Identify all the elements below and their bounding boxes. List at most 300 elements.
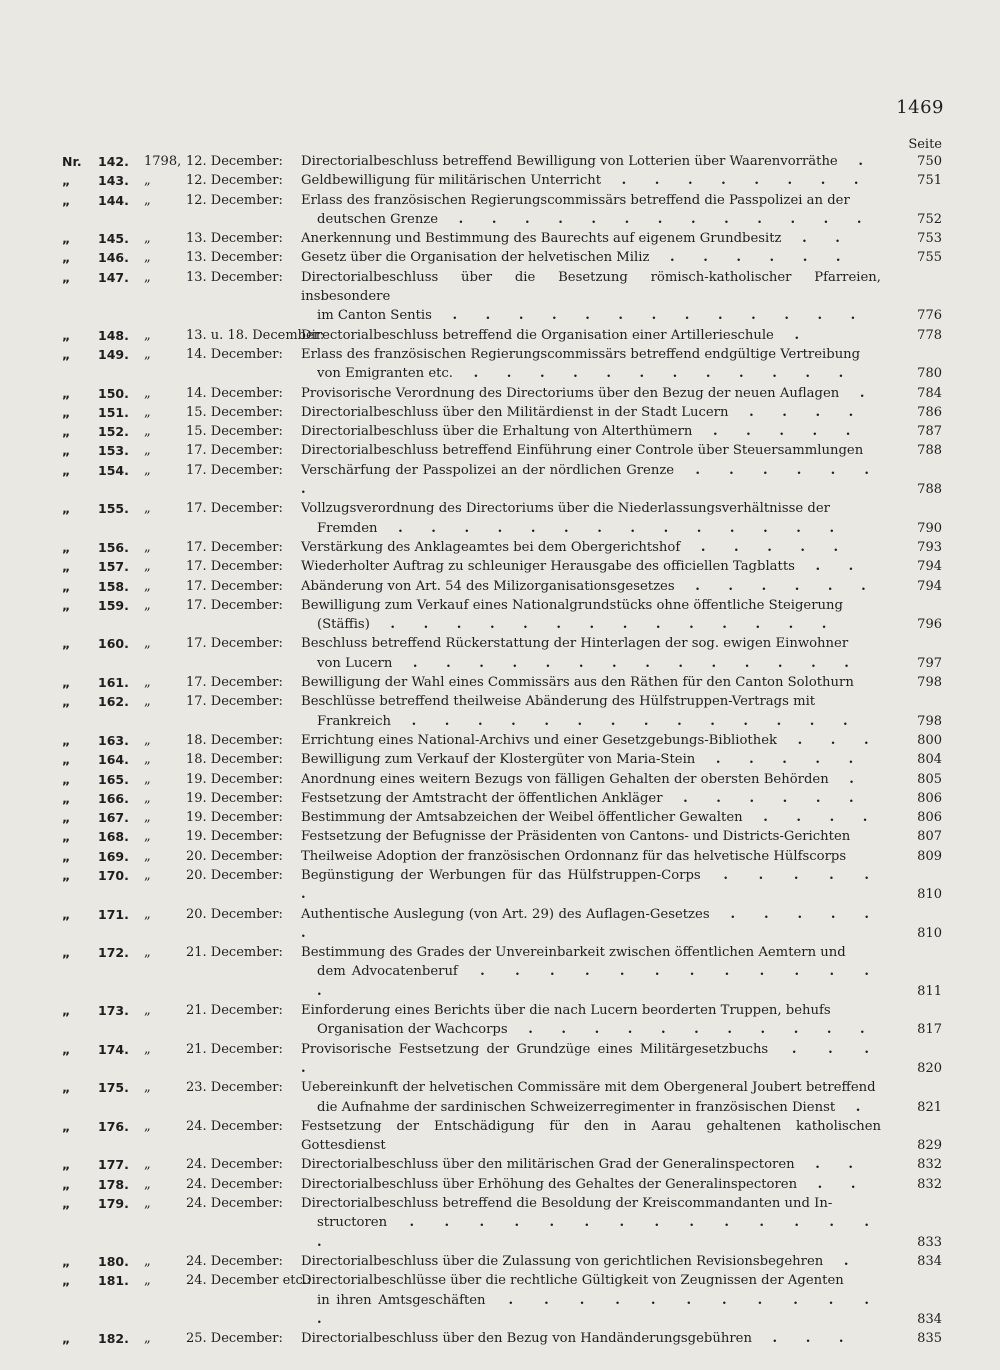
entry-date: 15. December: [186, 424, 283, 440]
entry-year: „ [144, 1118, 151, 1134]
entry-number: 169. [98, 848, 129, 864]
entry-number: 147. [98, 269, 129, 285]
leader-dots: . . . . [746, 810, 880, 826]
leader-dots: . [777, 327, 812, 343]
entry-text-block [301, 345, 881, 384]
entry-date: 12. December: [186, 154, 283, 169]
entry-continuation-text: die Aufnahme der sardinischen Schweizerregimenter in französischen Dienst [317, 1099, 836, 1115]
entry-page: 811 [917, 983, 942, 999]
entry-date: 23. December: [186, 1080, 283, 1096]
toc-entry [0, 1117, 1000, 1156]
page-number: 1469 [896, 97, 944, 118]
entry-date: 17. December: [186, 462, 283, 478]
leader-dots [846, 849, 850, 864]
entry-prefix: „ [62, 790, 71, 806]
entry-prefix: „ [62, 1003, 71, 1019]
leader-dots: . . [785, 231, 852, 247]
entry-year: „ [144, 732, 151, 748]
entry-year: „ [144, 1253, 151, 1269]
entry-number: 165. [98, 771, 129, 787]
entry-year: „ [144, 675, 151, 691]
entry-year: „ [144, 810, 151, 826]
entry-year: „ [144, 1331, 151, 1347]
toc-entry [0, 847, 1000, 866]
entry-number: 142. [98, 154, 129, 169]
entry-title: Erlass des französischen Regierungscommissärs betreffend die Passpolizei an der [301, 192, 850, 208]
entry-title: Verschärfung der Passpolizei an der nördlichen Grenze [301, 462, 675, 478]
entry-page: 806 [917, 810, 942, 826]
entry-year: „ [144, 1196, 151, 1212]
entry-continuation [301, 210, 881, 229]
entry-page: 806 [917, 790, 942, 806]
entry-number: 151. [98, 404, 129, 420]
entry-date: 21. December: [186, 1041, 283, 1057]
entry-text-block [301, 596, 881, 635]
entry-year: „ [144, 636, 151, 652]
entry-title: Directorialbeschluss betreffend Bewilligung von Lotterien über Waarenvorräthe [301, 154, 838, 169]
entry-prefix: „ [62, 404, 71, 420]
entry-prefix: „ [62, 732, 71, 748]
leader-dots: . . . [781, 732, 881, 748]
entry-year: „ [144, 1157, 151, 1173]
leader-dots: . [843, 385, 877, 401]
entry-date: 14. December: [186, 385, 283, 401]
entry-date: 21. December: [186, 945, 283, 961]
entry-title: Begünstigung der Werbungen für das Hülfstruppen-Corps [301, 867, 701, 883]
toc-entry [0, 1155, 1000, 1174]
entry-year: „ [144, 501, 151, 517]
entry-number: 175. [98, 1080, 129, 1096]
entry-page: 832 [917, 1176, 942, 1192]
toc-entry [0, 403, 1000, 422]
entry-text-block [301, 577, 881, 596]
entry-page: 780 [917, 366, 942, 382]
leader-dots: . . . . . [696, 424, 863, 440]
toc-entry [0, 1271, 1000, 1329]
entry-year: „ [144, 906, 151, 922]
entry-title: Festsetzung der Befugnisse der Präsidenten von Cantons- und Districts-Gerichten [301, 829, 851, 845]
entry-year: „ [144, 539, 151, 555]
entry-year: „ [144, 173, 151, 189]
entry-continuation [301, 654, 881, 673]
entry-continuation [301, 1098, 881, 1117]
toc-entry [0, 577, 1000, 596]
entry-title: Bewilligung zum Verkauf der Klostergüter von Maria-Stein [301, 752, 696, 768]
leader-dots: . . . . . . [666, 790, 866, 806]
entry-year: „ [144, 945, 151, 961]
entry-title: Gesetz über die Organisation der helvetischen Miliz [301, 250, 650, 266]
entry-prefix: „ [62, 1273, 71, 1289]
entry-number: 145. [98, 231, 129, 247]
entry-title: Directorialbeschlüsse über die rechtliche Gültigkeit von Zeugnissen der Agenten [301, 1273, 844, 1289]
toc-entry [0, 191, 1000, 230]
entry-prefix: „ [62, 578, 71, 594]
entry-page: 784 [917, 385, 942, 401]
entry-text-block [301, 1329, 881, 1348]
leader-dots: . . . . . . . . . . . . . [442, 211, 874, 227]
entry-page: 809 [917, 848, 942, 864]
entry-title: Verstärkung des Anklageamtes bei dem Obergerichtshof [301, 539, 681, 555]
entry-page: 755 [917, 250, 942, 266]
toc-entry [0, 943, 1000, 1001]
entry-title: Abänderung von Art. 54 des Milizorganisationsgesetzes [301, 578, 675, 594]
entry-date: 24. December: [186, 1196, 283, 1212]
entry-title: Directorialbeschluss betreffend Einführung einer Controle über Steuersammlungen [301, 443, 864, 459]
leader-dots: . . . . . . . . . . . . [457, 366, 856, 382]
toc-entry [0, 461, 1000, 500]
table-of-contents [0, 152, 1000, 1348]
entry-date: 17. December: [186, 694, 283, 710]
entry-text-block [301, 943, 881, 1001]
entry-continuation [301, 306, 881, 325]
entry-number: 155. [98, 501, 129, 517]
entry-prefix: „ [62, 1157, 71, 1173]
entry-date: 19. December: [186, 771, 283, 787]
entry-text-block [301, 634, 881, 673]
entry-prefix: „ [62, 462, 71, 478]
entry-title: Bewilligung zum Verkauf eines Nationalgrundstücks ohne öffentliche Steigerung [301, 597, 843, 613]
toc-entry [0, 827, 1000, 846]
toc-entry [0, 692, 1000, 731]
entry-continuation [301, 1020, 881, 1039]
entry-page: 752 [917, 211, 942, 227]
entry-year: „ [144, 1176, 151, 1192]
entry-date: 20. December: [186, 906, 283, 922]
entry-text-block [301, 191, 881, 230]
entry-page: 820 [917, 1060, 942, 1076]
entry-prefix: „ [62, 424, 71, 440]
entry-prefix: „ [62, 539, 71, 555]
entry-number: 152. [98, 424, 129, 440]
entry-title: Directorialbeschluss über den Bezug von Handänderungsgebühren [301, 1331, 752, 1347]
entry-year: „ [144, 752, 151, 768]
entry-prefix: „ [62, 1196, 71, 1212]
toc-entry [0, 557, 1000, 576]
entry-title: Vollzugsverordnung des Directoriums über die Niederlassungsverhältnisse der [301, 501, 830, 517]
entry-page: 787 [917, 424, 942, 440]
entry-number: 157. [98, 559, 129, 575]
entry-page: 800 [917, 732, 942, 748]
entry-prefix: „ [62, 771, 71, 787]
entry-year: „ [144, 597, 151, 613]
entry-prefix: „ [62, 597, 71, 613]
entry-date: 17. December: [186, 559, 283, 575]
entry-year: „ [144, 867, 151, 883]
entry-date: 17. December: [186, 597, 283, 613]
entry-date: 17. December: [186, 636, 283, 652]
entry-title: Directorialbeschluss über die Besetzung römisch-katholischer Pfarreien, insbesondere [301, 269, 881, 305]
entry-number: 171. [98, 906, 129, 922]
entry-number: 153. [98, 443, 129, 459]
entry-prefix: „ [62, 231, 71, 247]
toc-entry [0, 229, 1000, 248]
entry-prefix: „ [62, 559, 71, 575]
entry-date: 20. December: [186, 848, 283, 864]
seite-label: Seite [908, 137, 942, 152]
entry-continuation-text: dem Advocatenberuf [317, 964, 458, 980]
toc-entry [0, 789, 1000, 808]
toc-entry [0, 171, 1000, 190]
entry-year: „ [144, 1273, 151, 1289]
entry-page: 805 [917, 771, 942, 787]
entry-prefix: „ [62, 848, 71, 864]
entry-title: Beschlüsse betreffend theilweise Abänderung des Hülfstruppen-Vertrags mit [301, 694, 816, 710]
entry-date: 17. December: [186, 443, 283, 459]
entry-text-block [301, 770, 881, 789]
entry-page: 788 [917, 443, 942, 459]
entry-title: Directorialbeschluss über die Erhaltung von Alterthümern [301, 424, 693, 440]
entry-year: „ [144, 346, 151, 362]
entry-number: 182. [98, 1331, 129, 1347]
entry-text-block [301, 847, 881, 866]
entry-year: „ [144, 269, 151, 285]
entry-text-block [301, 808, 881, 827]
entry-prefix: „ [62, 694, 71, 710]
toc-entry [0, 1040, 1000, 1079]
entry-number: 176. [98, 1118, 129, 1134]
leader-dots: . . . . . . [301, 906, 881, 941]
entry-number: 163. [98, 732, 129, 748]
entry-title: Einforderung eines Berichts über die nach Lucern beorderten Truppen, behufs [301, 1003, 831, 1019]
entry-continuation [301, 962, 881, 1001]
entry-prefix: „ [62, 346, 71, 362]
leader-dots: . . . . . . [653, 250, 853, 266]
entry-text-block [301, 441, 881, 460]
leader-dots: . . . . . . . . . . . . [317, 1292, 881, 1327]
entry-continuation [301, 615, 881, 634]
leader-dots: . . . . . . . . . . . . . [435, 308, 868, 324]
entry-date: 12. December: [186, 192, 283, 208]
entry-prefix: „ [62, 269, 71, 285]
entry-number: 181. [98, 1273, 129, 1289]
leader-dots: . . . . . . . . . . . . . . [396, 655, 861, 671]
entry-title: Bestimmung des Grades der Unvereinbarkeit zwischen öffentlichen Aemtern und [301, 945, 846, 961]
entry-text-block [301, 538, 881, 557]
entry-text-block [301, 171, 881, 190]
entry-date: 17. December: [186, 539, 283, 555]
entry-number: 144. [98, 192, 129, 208]
leader-dots: . . [801, 1176, 868, 1192]
entry-date: 25. December: [186, 1331, 283, 1347]
entry-title: Directorialbeschluss betreffend die Organisation einer Artillerieschule [301, 327, 774, 343]
leader-dots: . [841, 154, 875, 169]
entry-number: 158. [98, 578, 129, 594]
entry-date: 17. December: [186, 578, 283, 594]
entry-title: Authentische Auslegung (von Art. 29) des Auflagen-Gesetzes [301, 906, 710, 922]
toc-entry [0, 152, 1000, 171]
entry-title: Directorialbeschluss über Erhöhung des Gehaltes der Generalinspectoren [301, 1176, 798, 1192]
leader-dots: . . . [755, 1331, 856, 1347]
entry-text-block [301, 403, 881, 422]
toc-entry [0, 905, 1000, 944]
entry-title: Anerkennung und Bestimmung des Baurechts auf eigenem Grundbesitz [301, 231, 782, 247]
entry-page: 817 [917, 1022, 942, 1038]
leader-dots: . [839, 1099, 873, 1115]
entry-page: 798 [917, 713, 942, 729]
entry-page: 833 [917, 1234, 942, 1250]
entry-title: Bestimmung der Amtsabzeichen der Weibel öffentlicher Gewalten [301, 810, 743, 826]
entry-year: „ [144, 404, 151, 420]
entry-text-block [301, 1252, 881, 1271]
entry-page: 793 [917, 539, 942, 555]
entry-number: 162. [98, 694, 129, 710]
entry-date: 12. December: [186, 173, 283, 189]
leader-dots [850, 829, 854, 844]
entry-title: Festsetzung der Amtstracht der öffentlichen Ankläger [301, 790, 663, 806]
entry-prefix: „ [62, 327, 71, 343]
entry-text-block [301, 384, 881, 403]
toc-entry [0, 731, 1000, 750]
entry-continuation [301, 364, 881, 383]
entry-prefix: „ [62, 501, 71, 517]
entry-continuation-text: deutschen Grenze [317, 211, 439, 227]
entry-number: 168. [98, 829, 129, 845]
entry-page: 834 [917, 1311, 942, 1327]
entry-text-block [301, 461, 881, 500]
entry-date: 13. December: [186, 231, 283, 247]
leader-dots: . [827, 1253, 861, 1269]
entry-number: 174. [98, 1041, 129, 1057]
entry-number: 178. [98, 1176, 129, 1192]
entry-prefix: „ [62, 1080, 71, 1096]
entry-page: 834 [917, 1253, 942, 1269]
entry-title: Bewilligung der Wahl eines Commissärs aus den Räthen für den Canton Solothurn [301, 675, 854, 691]
entry-year: „ [144, 443, 151, 459]
entry-date: 18. December: [186, 732, 283, 748]
entry-continuation [301, 1291, 881, 1330]
toc-entry [0, 422, 1000, 441]
entry-page: 796 [917, 617, 942, 633]
entry-date: 24. December: [186, 1118, 283, 1134]
entry-year: 1798, [144, 154, 182, 169]
entry-date: 14. December: [186, 346, 283, 362]
leader-dots: . . . . . [684, 539, 851, 555]
entry-number: 167. [98, 810, 129, 826]
entry-text-block [301, 152, 881, 171]
entry-prefix: „ [62, 1118, 71, 1134]
entry-year: „ [144, 1003, 151, 1019]
leader-dots: . [832, 771, 866, 787]
entry-continuation [301, 519, 881, 538]
entry-prefix: „ [62, 1331, 71, 1347]
entry-date: 13. December: [186, 250, 283, 266]
entry-number: 160. [98, 636, 129, 652]
entry-continuation-text: Fremden [317, 520, 378, 536]
toc-entry [0, 248, 1000, 267]
toc-entry [0, 634, 1000, 673]
entry-number: 148. [98, 327, 129, 343]
entry-title: Directorialbeschluss über den Militärdienst in der Stadt Lucern [301, 404, 729, 420]
toc-entry [0, 538, 1000, 557]
entry-date: 24. December etc.: [186, 1273, 312, 1289]
entry-year: „ [144, 1041, 151, 1057]
entry-page: 776 [917, 308, 942, 324]
entry-prefix: „ [62, 636, 71, 652]
entry-date: 19. December: [186, 829, 283, 845]
entry-prefix: „ [62, 192, 71, 208]
entry-date: 15. December: [186, 404, 283, 420]
entry-text-block [301, 1001, 881, 1040]
entry-page: 778 [917, 327, 942, 343]
entry-prefix: „ [62, 443, 71, 459]
entry-year: „ [144, 829, 151, 845]
entry-prefix: Nr. [62, 154, 82, 169]
entry-page: 810 [917, 887, 942, 903]
entry-text-block [301, 557, 881, 576]
entry-title: Festsetzung der Entschädigung für den in Aarau gehaltenen katholischen Gottesdienst [301, 1118, 881, 1154]
entry-date: 24. December: [186, 1176, 283, 1192]
entry-date: 24. December: [186, 1253, 283, 1269]
entry-number: 149. [98, 346, 129, 362]
entry-page: 751 [917, 173, 942, 189]
toc-entry [0, 770, 1000, 789]
leader-dots: . . . . . . . . . . . . . [317, 964, 881, 999]
entry-text-block [301, 1155, 881, 1174]
entry-date: 24. December: [186, 1157, 283, 1173]
entry-continuation-text: in ihren Amtsgeschäften [317, 1292, 486, 1308]
entry-prefix: „ [62, 675, 71, 691]
entry-text-block [301, 750, 881, 769]
entry-text-block [301, 692, 881, 731]
entry-page: 832 [917, 1157, 942, 1173]
entry-page: 804 [917, 752, 942, 768]
entry-number: 154. [98, 462, 129, 478]
leader-dots: . . . . . [699, 752, 866, 768]
entry-page: 835 [917, 1331, 942, 1347]
entry-page: 829 [917, 1138, 942, 1154]
entry-title: Directorialbeschluss über die Zulassung von gerichtlichen Revisionsbegehren [301, 1253, 824, 1269]
entry-text-block [301, 905, 881, 944]
entry-number: 143. [98, 173, 129, 189]
entry-title: Wiederholter Auftrag zu schleuniger Herausgabe des officiellen Tagblatts [301, 559, 795, 575]
entry-title: Errichtung eines National-Archivs und einer Gesetzgebungs-Bibliothek [301, 732, 777, 748]
entry-text-block [301, 1117, 881, 1156]
entry-text-block [301, 789, 881, 808]
entry-title: Provisorische Festsetzung der Grundzüge eines Militärgesetzbuchs [301, 1041, 769, 1057]
toc-entry [0, 441, 1000, 460]
entry-page: 797 [917, 655, 942, 671]
entry-page: 753 [917, 231, 942, 247]
entry-text-block [301, 1194, 881, 1252]
entry-prefix: „ [62, 1176, 71, 1192]
entry-year: „ [144, 192, 151, 208]
entry-continuation-text: Organisation der Wachcorps [317, 1022, 508, 1038]
entry-page: 750 [917, 154, 942, 169]
leader-dots: . . . . . . . . [605, 173, 871, 189]
entry-title: Directorialbeschluss betreffend die Besoldung der Kreiscommandanten und In- [301, 1196, 833, 1212]
leader-dots: . . . . . . [301, 867, 881, 903]
leader-dots: . . . . . . [678, 578, 878, 594]
entry-text-block [301, 499, 881, 538]
entry-page: 821 [917, 1099, 942, 1115]
entry-date: 18. December: [186, 752, 283, 768]
entry-prefix: „ [62, 250, 71, 266]
leader-dots: . . . . . . . . . . . . . . [381, 520, 847, 536]
entry-title: Provisorische Verordnung des Directoriums über den Bezug der neuen Auflagen [301, 385, 840, 401]
entry-year: „ [144, 462, 151, 478]
entry-title: Geldbewilligung für militärischen Unterricht [301, 173, 602, 189]
entry-date: 21. December: [186, 1003, 283, 1019]
toc-entry [0, 499, 1000, 538]
entry-continuation [301, 712, 881, 731]
entry-continuation-text: structoren [317, 1215, 388, 1231]
leader-dots: . . . . . . . . . . . . . . [395, 713, 860, 729]
leader-dots: . . . . . . . . . . . . . . [373, 617, 839, 633]
entry-number: 146. [98, 250, 129, 266]
leader-dots: . . . . . . . . . . . [511, 1022, 877, 1038]
entry-date: 13. u. 18. December: [186, 327, 325, 343]
entry-page: 798 [917, 675, 942, 691]
